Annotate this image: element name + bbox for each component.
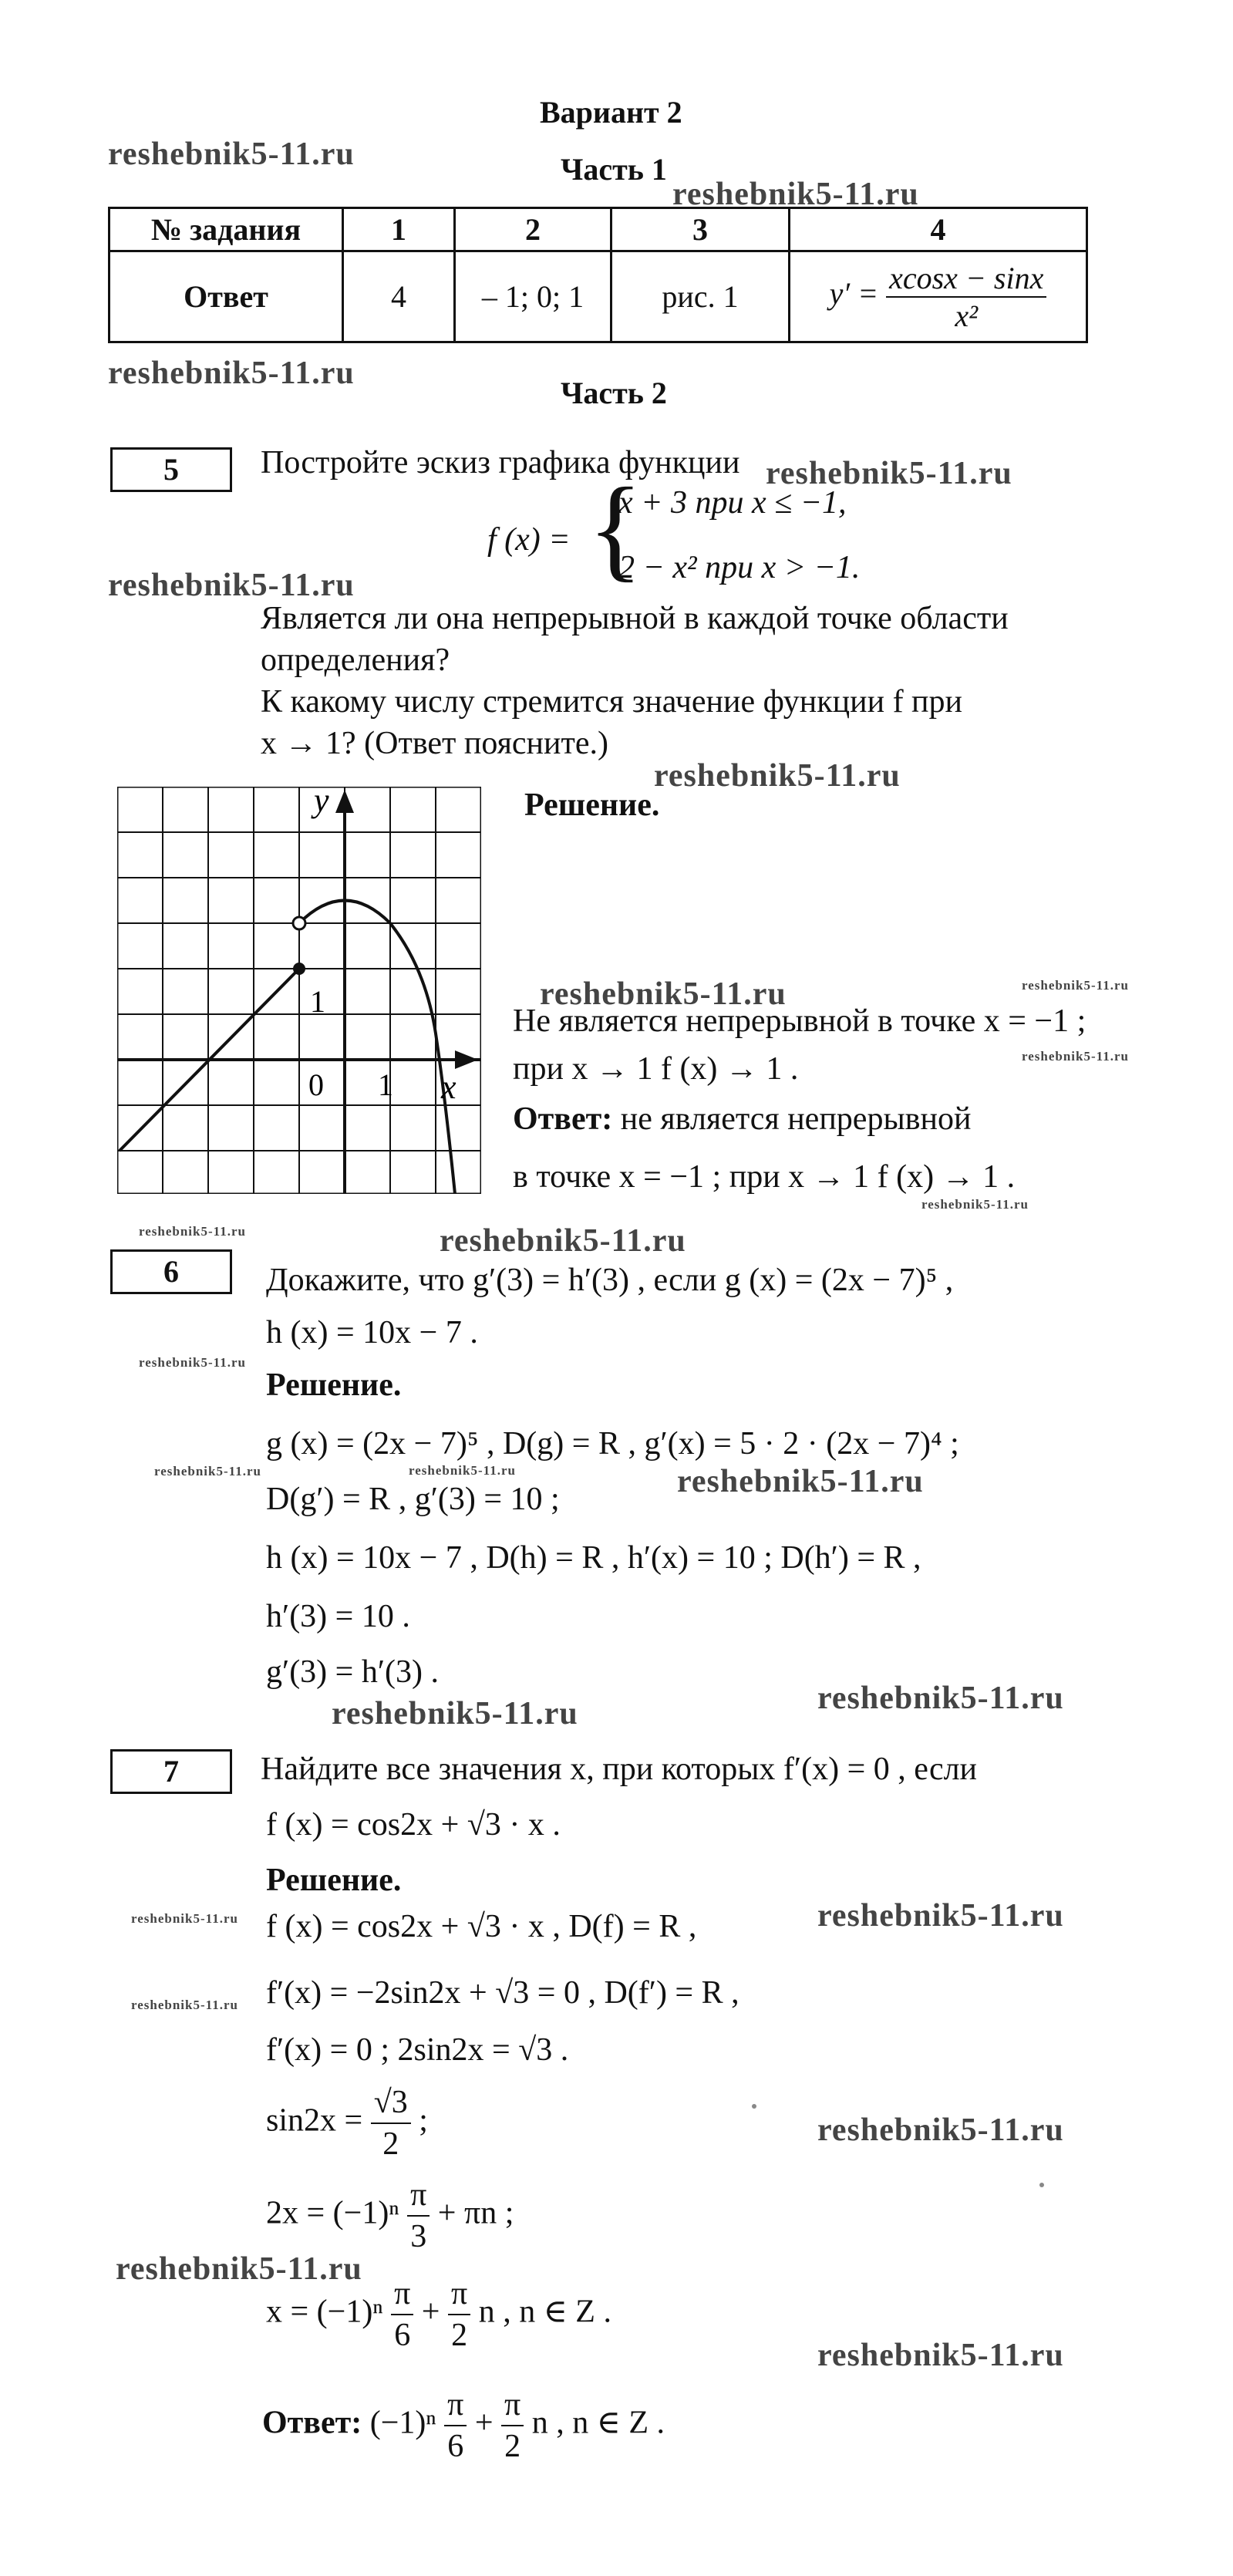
table-cell: рис. 1: [611, 251, 790, 342]
answer-lhs: (−1)ⁿ: [369, 2405, 436, 2441]
task6-step4: h′(3) = 10 .: [266, 1599, 410, 1634]
fraction-numerator: π: [407, 2175, 430, 2217]
step-end: ;: [419, 2102, 428, 2139]
task6-step2: D(g′) = R , g′(3) = 10 ;: [266, 1482, 560, 1517]
task7-prompt: Найдите все значения x, при которых f′(x) = 0 , если: [261, 1752, 978, 1787]
watermark: reshebnik5-11.ru: [766, 456, 1012, 491]
fraction: [444, 2385, 467, 2466]
fraction-denominator: 2: [382, 2126, 399, 2162]
table-cell: 4: [343, 251, 455, 342]
y-one-label: 1: [310, 984, 325, 1019]
task5-case2: 2 − x² при x > −1.: [618, 550, 861, 585]
answer-label: Ответ:: [262, 2405, 362, 2441]
step-end: + πn ;: [437, 2195, 514, 2231]
watermark: reshebnik5-11.ru: [817, 1681, 1064, 1716]
step-lhs: sin2x =: [266, 2102, 363, 2139]
watermark-small: reshebnik5-11.ru: [154, 1464, 261, 1479]
part1-title: Часть 1: [561, 152, 667, 187]
fraction-denominator: 2: [504, 2429, 521, 2464]
fraction: [501, 2385, 524, 2466]
fraction: [371, 2082, 411, 2164]
derivative-fraction: [886, 260, 1046, 334]
fraction: [407, 2175, 430, 2257]
task6-step3: h (x) = 10x − 7 , D(h) = R , h′(x) = 10 ; D(h′) = R ,: [266, 1540, 921, 1576]
table-header-cell: 3: [611, 208, 790, 251]
piecewise-brace: {: [588, 464, 643, 592]
watermark-small: reshebnik5-11.ru: [139, 1224, 246, 1239]
task5-question-line1: Является ли она непрерывной в каждой точке области: [261, 601, 1009, 636]
table-header-cell: № задания: [109, 208, 343, 251]
task-number-box: 5: [110, 447, 232, 492]
watermark: reshebnik5-11.ru: [108, 137, 355, 172]
fraction-denominator: x²: [955, 298, 979, 333]
task5-solution-label: Решение.: [524, 787, 660, 823]
step-end: n , n ∈ Z .: [478, 2294, 611, 2330]
y-axis-label: y: [314, 787, 329, 819]
task5-case1: x + 3 при x ≤ −1,: [618, 485, 847, 521]
task6-step5: g′(3) = h′(3) .: [266, 1654, 440, 1690]
watermark: reshebnik5-11.ru: [817, 1898, 1064, 1934]
watermark: reshebnik5-11.ru: [108, 356, 355, 391]
watermark: reshebnik5-11.ru: [677, 1464, 924, 1499]
origin-label: 0: [308, 1067, 324, 1102]
variant-title: Вариант 2: [540, 95, 682, 130]
answer-end: n , n ∈ Z .: [531, 2405, 665, 2441]
derivative-lhs: y′ =: [829, 275, 879, 311]
fraction: [448, 2274, 470, 2355]
plus-sign: +: [421, 2294, 440, 2330]
part2-title: Часть 2: [561, 376, 667, 410]
watermark: reshebnik5-11.ru: [116, 2251, 362, 2287]
fraction-numerator: √3: [371, 2082, 411, 2124]
task5-answer: [513, 1099, 971, 1139]
watermark: reshebnik5-11.ru: [332, 1696, 578, 1731]
watermark: reshebnik5-11.ru: [817, 2112, 1064, 2148]
answers-table: [108, 207, 1088, 343]
task5-fx: f (x) =: [487, 522, 571, 558]
table-header-cell: 2: [455, 208, 611, 251]
table-header-cell: 4: [790, 208, 1087, 251]
fraction-denominator: 6: [447, 2429, 464, 2464]
fraction-numerator: π: [391, 2274, 413, 2315]
fraction: [391, 2274, 413, 2355]
table-header-cell: 1: [343, 208, 455, 251]
watermark: reshebnik5-11.ru: [108, 568, 355, 603]
fraction-denominator: 2: [451, 2318, 468, 2353]
fraction-denominator: 3: [410, 2219, 427, 2254]
watermark: reshebnik5-11.ru: [440, 1223, 686, 1259]
task5-line1: Не является непрерывной в точке x = −1 ;: [513, 1003, 1086, 1039]
task6-prompt: Докажите, что g′(3) = h′(3) , если g (x) = (2x − 7)⁵ ,: [266, 1263, 954, 1298]
task5-question-line4: x → 1? (Ответ поясните.): [261, 726, 608, 761]
fraction-denominator: 6: [394, 2318, 411, 2353]
x-one-label: 1: [378, 1067, 393, 1102]
task5-prompt: Постройте эскиз графика функции: [261, 445, 740, 480]
table-cell-derivative: [790, 251, 1087, 342]
watermark: reshebnik5-11.ru: [672, 177, 919, 212]
watermark-small: reshebnik5-11.ru: [921, 1197, 1029, 1212]
step-lhs: 2x = (−1)ⁿ: [266, 2195, 399, 2231]
step-lhs: x = (−1)ⁿ: [266, 2294, 383, 2330]
watermark-small: reshebnik5-11.ru: [1022, 1049, 1129, 1064]
watermark-small: reshebnik5-11.ru: [139, 1355, 246, 1370]
task5-question-line3: К какому числу стремится значение функции f при: [261, 684, 963, 720]
scan-speck: [752, 2104, 756, 2109]
fraction-numerator: π: [501, 2385, 524, 2426]
watermark-small: reshebnik5-11.ru: [131, 1998, 238, 2012]
answer-text: не является непрерывной: [620, 1101, 972, 1137]
table-cell: – 1; 0; 1: [455, 251, 611, 342]
task7-step3: f′(x) = 0 ; 2sin2x = √3 .: [266, 2032, 569, 2068]
task5-question-line2: определения?: [261, 642, 450, 678]
task6-solution-label: Решение.: [266, 1367, 402, 1403]
scan-speck: [1039, 2183, 1044, 2187]
fraction-numerator: π: [448, 2274, 470, 2315]
watermark-small: reshebnik5-11.ru: [1022, 978, 1129, 993]
task7-step1: f (x) = cos2x + √3 · x , D(f) = R ,: [266, 1909, 697, 1944]
task6-prompt2: h (x) = 10x − 7 .: [266, 1315, 478, 1350]
task7-answer: [262, 2385, 665, 2466]
watermark-small: reshebnik5-11.ru: [409, 1463, 516, 1478]
watermark: reshebnik5-11.ru: [540, 976, 787, 1012]
task-number-box: 7: [110, 1749, 232, 1794]
task7-step4: [266, 2082, 428, 2164]
task7-step2: f′(x) = −2sin2x + √3 = 0 , D(f′) = R ,: [266, 1975, 739, 2011]
open-point: [293, 917, 305, 929]
task7-step5: [266, 2175, 514, 2257]
fraction-numerator: π: [444, 2385, 467, 2426]
task6-step1: g (x) = (2x − 7)⁵ , D(g) = R , g′(x) = 5 · 2 · (2x − 7)⁴ ;: [266, 1426, 959, 1462]
task5-line2: при x → 1 f (x) → 1 .: [513, 1051, 799, 1087]
task7-step6: [266, 2274, 611, 2355]
answer-label: Ответ:: [513, 1101, 613, 1137]
task7-solution-label: Решение.: [266, 1863, 402, 1898]
fraction-numerator: xcosx − sinx: [886, 260, 1046, 298]
closed-point: [293, 963, 305, 975]
table-row-label: Ответ: [109, 251, 343, 342]
watermark: reshebnik5-11.ru: [654, 758, 901, 794]
task5-answer-line2: в точке x = −1 ; при x → 1 f (x) → 1 .: [513, 1159, 1016, 1195]
watermark-small: reshebnik5-11.ru: [131, 1911, 238, 1926]
function-graph: [117, 787, 481, 1194]
task7-prompt2: f (x) = cos2x + √3 · x .: [266, 1807, 561, 1843]
task-number-box: 6: [110, 1249, 232, 1294]
watermark: reshebnik5-11.ru: [817, 2338, 1064, 2373]
x-axis-label: x: [441, 1068, 456, 1106]
plus-sign: +: [474, 2405, 494, 2441]
